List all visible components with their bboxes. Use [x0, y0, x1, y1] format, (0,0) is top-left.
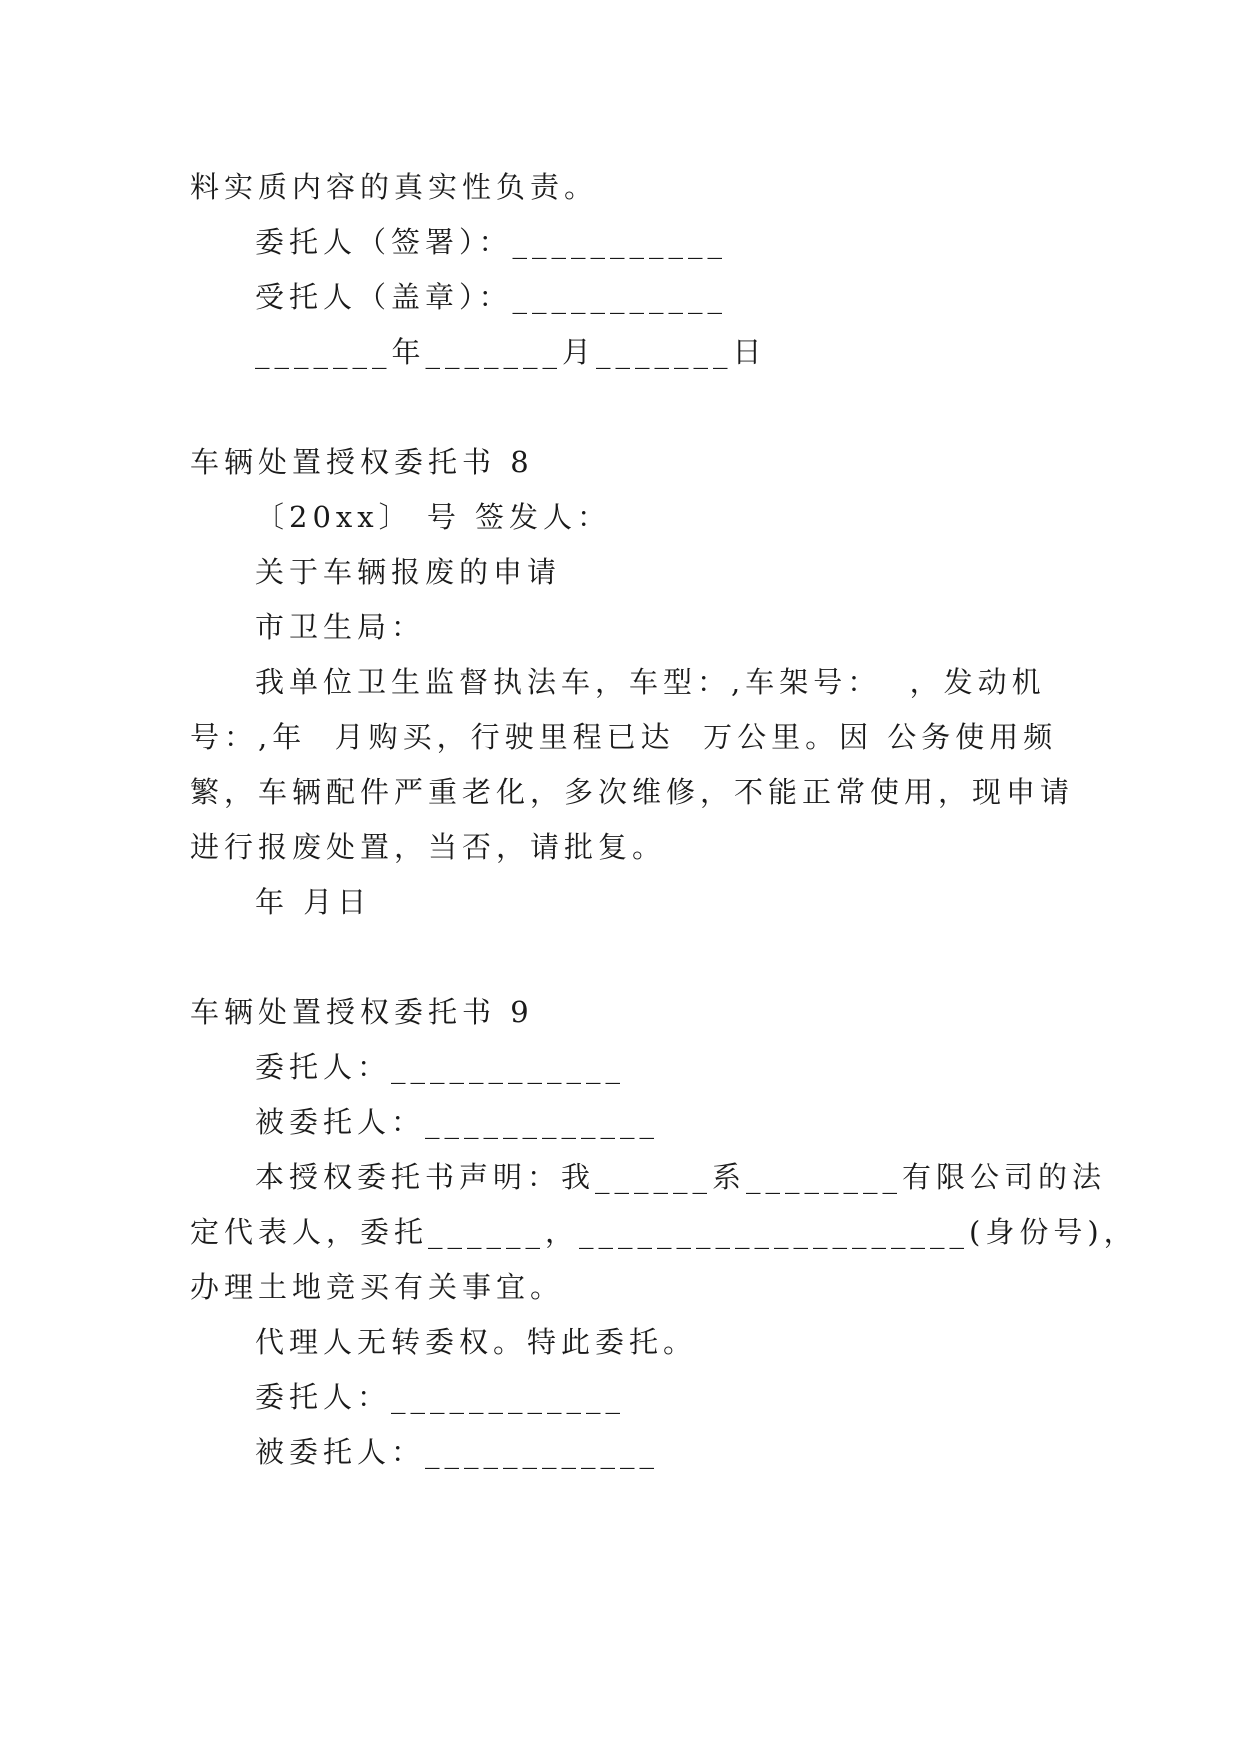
recipient-line: 市卫生局： [255, 610, 426, 644]
statement-paragraph-line: 定代表人，委托______，____________________(身份号)， [190, 1215, 1138, 1249]
section-title-8: 车辆处置授权委托书 8 [190, 445, 534, 479]
principal-signature-line: 委托人：____________ [255, 1380, 626, 1414]
request-title-line: 关于车辆报废的申请 [255, 555, 562, 589]
body-paragraph-line: 进行报废处置，当否，请批复。 [190, 830, 667, 864]
document-number-line: 〔20xx〕 号 签发人： [255, 500, 612, 534]
paragraph-end-line: 料实质内容的真实性负责。 [190, 170, 599, 204]
agent-line: 被委托人：____________ [255, 1105, 660, 1139]
body-paragraph-line: 繁，车辆配件严重老化，多次维修，不能正常使用，现申请 [190, 775, 1075, 809]
signature-agent-line: 受托人（盖章）：___________ [255, 280, 728, 314]
principal-line: 委托人：____________ [255, 1050, 626, 1084]
body-paragraph-line: 我单位卫生监督执法车，车型：,车架号： ，发动机 [255, 665, 1046, 699]
signature-principal-line: 委托人（签署）：___________ [255, 225, 728, 259]
statement-paragraph-line: 办理土地竞买有关事宜。 [190, 1270, 565, 1304]
date-blank-line: _______年_______月_______日 [255, 335, 767, 369]
body-paragraph-line: 号：,年 月购买，行驶里程已达 万公里。因 公务使用频 [190, 720, 1058, 754]
agent-signature-line: 被委托人：____________ [255, 1435, 660, 1469]
statement-paragraph-line: 本授权委托书声明：我______系________有限公司的法 [255, 1160, 1107, 1194]
section-title-9: 车辆处置授权委托书 9 [190, 995, 534, 1029]
no-sub-delegation-line: 代理人无转委权。特此委托。 [255, 1325, 698, 1359]
date-line: 年 月日 [255, 885, 372, 919]
